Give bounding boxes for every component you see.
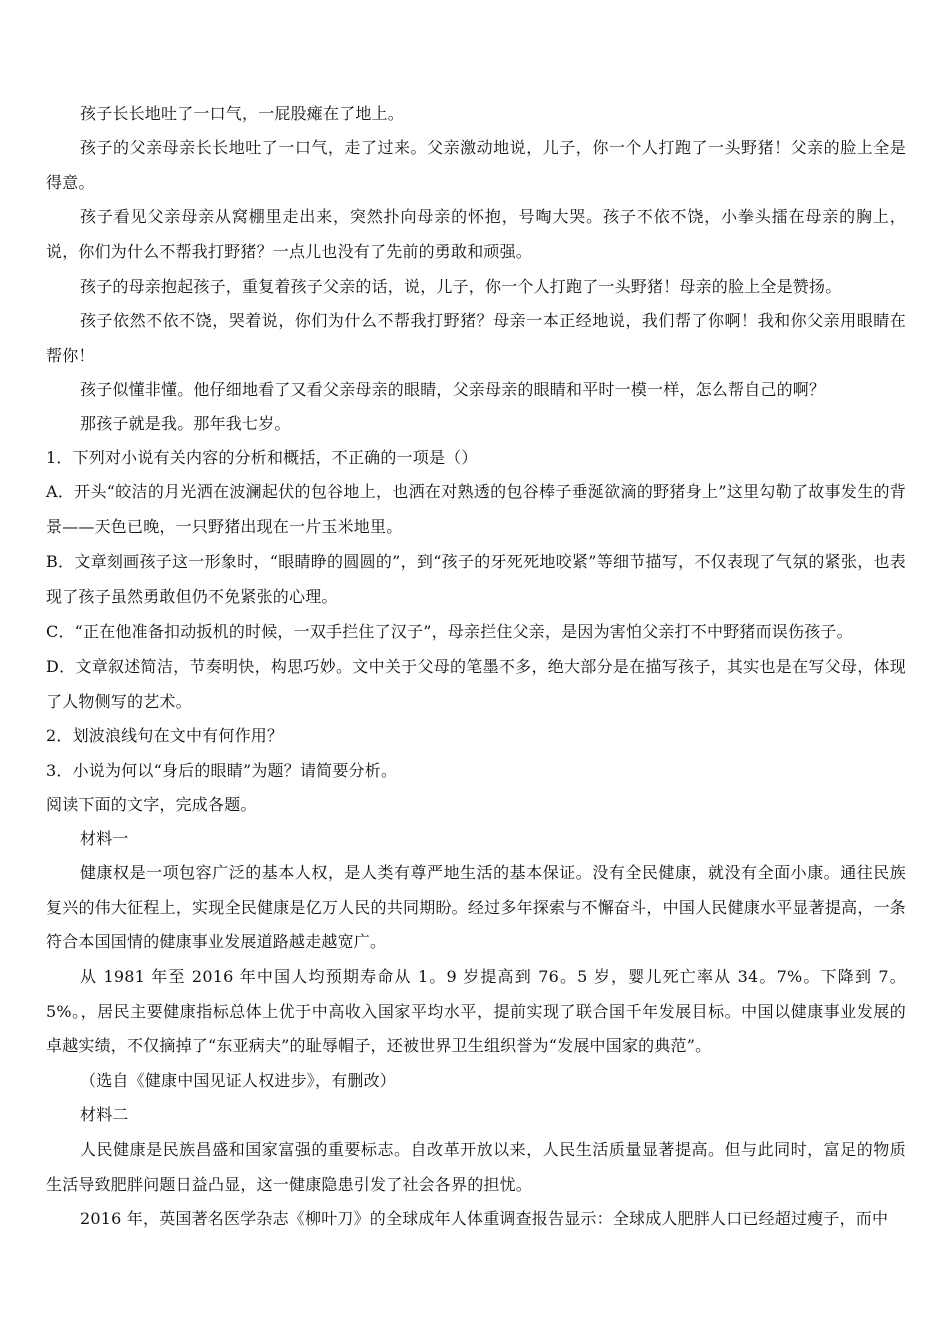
question-1: 1．下列对小说有关内容的分析和概括，不正确的一项是（）	[46, 448, 478, 467]
story-paragraph: 孩子长长地吐了一口气，一屁股瘫在了地上。	[80, 104, 405, 123]
story-paragraph: 孩子看见父亲母亲从窝棚里走出来，突然扑向母亲的怀抱，号啕大哭。孩子不依不饶，小拳头擂在母亲的胸上，说，你们为什么不帮我打野猪？一点儿也没有了先前的勇敢和顽强。	[46, 207, 906, 261]
question-3: 3．小说为何以“身后的眼睛”为题？请简要分析。	[46, 761, 398, 780]
option-a: A．开头“皎洁的月光洒在波澜起伏的包谷地上，也洒在对熟透的包谷棒子垂涎欲滴的野猪身上”这里勾勒了故事发生的背景——天色已晚，一只野猪出现在一片玉米地里。	[46, 482, 906, 536]
material-2-paragraph: 2016 年，英国著名医学杂志《柳叶刀》的全球成年人体重调查报告显示：全球成人肥胖人口已经超过瘦子，而中	[80, 1209, 889, 1228]
material-1-paragraph: 健康权是一项包容广泛的基本人权，是人类有尊严地生活的基本保证。没有全民健康，就没有全面小康。通往民族复兴的伟大征程上，实现全民健康是亿万人民的共同期盼。经过多年探索与不懈奋斗，中国人民健康水平显著提高，一条符合本国国情的健康事业发展道路越走越宽广。	[46, 863, 906, 951]
story-paragraph: 那孩子就是我。那年我七岁。	[80, 414, 291, 433]
story-paragraph: 孩子依然不依不饶，哭着说，你们为什么不帮我打野猪？母亲一本正经地说，我们帮了你啊！我和你父亲用眼睛在帮你！	[46, 311, 906, 365]
material-1-paragraph: 从 1981 年至 2016 年中国人均预期寿命从 1。9 岁提高到 76。5 岁，婴儿死亡率从 34。7%。下降到 7。5%。，居民主要健康指标总体上优于中高收入国家平均水平，提前实现了联合国千年发展目标。中国以健康事业发展的卓越实绩，不仅摘掉了“东亚病夫”的耻辱帽子，还被世界卫生组织誉为“发展中国家的典范”。	[46, 967, 906, 1055]
material-2-title: 材料二	[80, 1105, 129, 1124]
option-b: B．文章刻画孩子这一形象时，“眼睛睁的圆圆的”，到“孩子的牙死死地咬紧”等细节描写，不仅表现了气氛的紧张，也表现了孩子虽然勇敢但仍不免紧张的心理。	[46, 552, 906, 606]
reading-instruction: 阅读下面的文字，完成各题。	[46, 795, 257, 814]
option-d: D．文章叙述简洁，节奏明快，构思巧妙。文中关于父母的笔墨不多，绝大部分是在描写孩子，其实也是在写父母，体现了人物侧写的艺术。	[46, 657, 906, 711]
material-1-source: （选自《健康中国见证人权进步》，有删改）	[80, 1071, 397, 1090]
story-paragraph: 孩子的父亲母亲长长地吐了一口气，走了过来。父亲激动地说，儿子，你一个人打跑了一头野猪！父亲的脸上全是得意。	[46, 138, 906, 192]
question-2: 2．划波浪线句在文中有何作用？	[46, 726, 284, 745]
story-paragraph: 孩子的母亲抱起孩子，重复着孩子父亲的话，说，儿子，你一个人打跑了一头野猪！母亲的脸上全是赞扬。	[80, 277, 842, 296]
material-1-title: 材料一	[80, 829, 129, 848]
option-c: C．“正在他准备扣动扳机的时候，一双手拦住了汉子”，母亲拦住父亲，是因为害怕父亲打不中野猪而误伤孩子。	[46, 622, 853, 641]
material-2-paragraph: 人民健康是民族昌盛和国家富强的重要标志。自改革开放以来，人民生活质量显著提高。但与此同时，富足的物质生活导致肥胖问题日益凸显，这一健康隐患引发了社会各界的担忧。	[46, 1140, 906, 1194]
story-paragraph: 孩子似懂非懂。他仔细地看了又看父亲母亲的眼睛，父亲母亲的眼睛和平时一模一样，怎么帮自己的啊？	[80, 380, 826, 399]
